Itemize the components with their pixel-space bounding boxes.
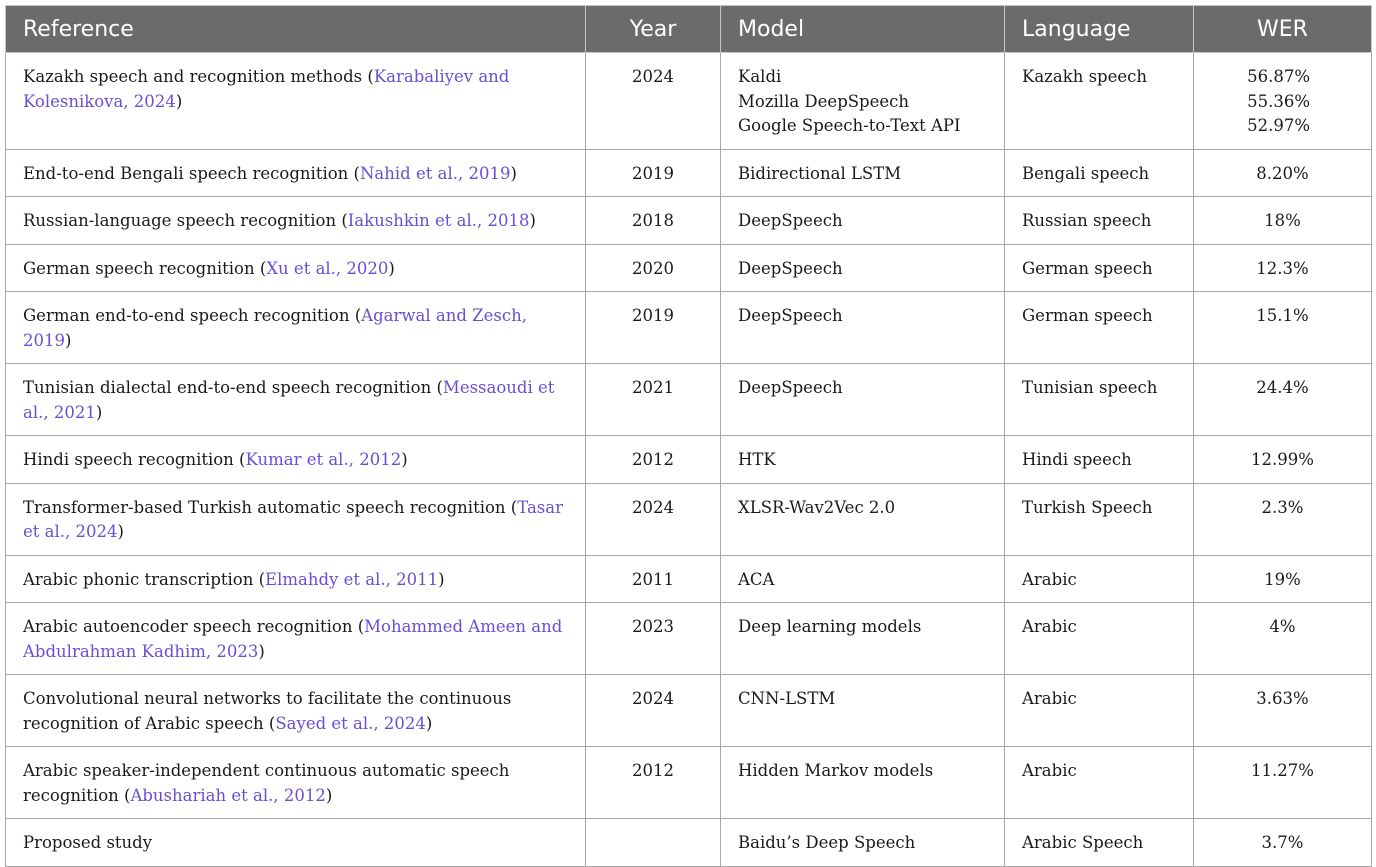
model-name: DeepSpeech	[738, 258, 843, 278]
wer-cell	[1194, 603, 1372, 675]
reference-cell	[6, 436, 586, 484]
reference-close-paren: )	[401, 450, 408, 469]
table-row	[6, 149, 1372, 197]
citation-link[interactable]: Tasar et al., 2024	[23, 497, 563, 541]
reference-close-paren: )	[258, 641, 265, 661]
language-cell: Tunisian speech	[1005, 364, 1194, 436]
model-cell	[721, 819, 1005, 867]
year-cell: 2021	[586, 364, 721, 436]
table-row	[6, 53, 1372, 150]
reference-text: Kazakh speech and recognition methods (	[23, 67, 374, 86]
wer-value: 19%	[1264, 569, 1301, 589]
citation-link[interactable]: Kumar et al., 2012	[245, 450, 402, 469]
model-cell	[721, 364, 1005, 436]
wer-value: 55.36%	[1247, 91, 1310, 111]
model-cell	[721, 675, 1005, 747]
reference-text: Proposed study	[23, 833, 153, 852]
model-name: HTK	[738, 450, 776, 469]
reference-text: Hindi speech recognition (	[23, 450, 246, 469]
model-name: Hidden Markov models	[738, 761, 934, 780]
table-row	[6, 244, 1372, 292]
wer-value: 18%	[1264, 211, 1301, 230]
reference-cell	[6, 197, 586, 245]
wer-value: 52.97%	[1247, 116, 1310, 135]
wer-cell	[1194, 436, 1372, 484]
model-cell	[721, 555, 1005, 603]
reference-text: Arabic phonic transcription (	[23, 569, 266, 589]
citation-link[interactable]: Iakushkin et al., 2018	[347, 211, 530, 230]
wer-value: 12.3%	[1256, 258, 1309, 278]
header-language: Language	[1005, 6, 1194, 53]
language-cell: Arabic	[1005, 747, 1194, 819]
year-cell: 2012	[586, 747, 721, 819]
wer-cell	[1194, 555, 1372, 603]
model-name: XLSR-Wav2Vec 2.0	[738, 497, 896, 517]
reference-text: German speech recognition (	[23, 258, 267, 278]
year-cell: 2024	[586, 675, 721, 747]
wer-value: 3.7%	[1261, 833, 1304, 852]
reference-text: Arabic autoencoder speech recognition (	[23, 617, 365, 636]
wer-cell	[1194, 364, 1372, 436]
year-cell: 2023	[586, 603, 721, 675]
model-name: Baidu’s Deep Speech	[738, 833, 916, 852]
year-cell: 2012	[586, 436, 721, 484]
citation-link[interactable]: Messaoudi et al., 2021	[23, 378, 555, 422]
reference-cell	[6, 244, 586, 292]
table-row	[6, 292, 1372, 364]
model-cell	[721, 244, 1005, 292]
reference-text: Transformer-based Turkish automatic speech recognition (	[23, 497, 518, 517]
citation-link[interactable]: Karabaliyev and Kolesnikova, 2024	[23, 67, 510, 111]
citation-link[interactable]: Xu et al., 2020	[266, 258, 389, 278]
header-reference: Reference	[6, 6, 586, 53]
language-cell: Russian speech	[1005, 197, 1194, 245]
reference-text: Arabic speaker-independent continuous automatic speech recognition (	[23, 761, 510, 805]
year-cell: 2024	[586, 53, 721, 150]
model-cell	[721, 53, 1005, 150]
reference-cell	[6, 747, 586, 819]
table-row	[6, 197, 1372, 245]
wer-cell	[1194, 149, 1372, 197]
model-cell	[721, 436, 1005, 484]
model-cell	[721, 603, 1005, 675]
reference-cell	[6, 149, 586, 197]
model-name: Mozilla DeepSpeech	[738, 91, 910, 111]
wer-cell	[1194, 53, 1372, 150]
wer-value: 2.3%	[1261, 497, 1304, 517]
reference-close-paren: )	[175, 91, 183, 111]
table-row	[6, 603, 1372, 675]
reference-close-paren: )	[65, 330, 72, 350]
model-name: ACA	[738, 569, 775, 589]
reference-cell	[6, 483, 586, 555]
citation-link[interactable]: Mohammed Ameen and Abdulrahman Kadhim, 2023	[23, 617, 563, 661]
reference-cell	[6, 603, 586, 675]
header-row	[6, 6, 1372, 53]
language-cell: Arabic Speech	[1005, 819, 1194, 867]
table-row	[6, 483, 1372, 555]
wer-value: 56.87%	[1247, 67, 1310, 86]
model-name: Google Speech-to-Text API	[738, 116, 961, 135]
header-model: Model	[721, 6, 1005, 53]
reference-text: Russian-language speech recognition (	[23, 211, 348, 230]
reference-close-paren: )	[95, 402, 103, 422]
year-cell: 2018	[586, 197, 721, 245]
language-cell: Arabic	[1005, 675, 1194, 747]
year-cell: 2019	[586, 292, 721, 364]
comparison-table	[5, 5, 1372, 867]
wer-cell	[1194, 197, 1372, 245]
year-cell: 2011	[586, 555, 721, 603]
model-cell	[721, 149, 1005, 197]
wer-cell	[1194, 747, 1372, 819]
model-cell	[721, 197, 1005, 245]
wer-value: 8.20%	[1256, 163, 1309, 183]
wer-cell	[1194, 483, 1372, 555]
table-row	[6, 675, 1372, 747]
year-cell: 2024	[586, 483, 721, 555]
table-row	[6, 436, 1372, 484]
table-body	[6, 53, 1372, 867]
reference-cell	[6, 819, 586, 867]
citation-link[interactable]: Elmahdy et al., 2011	[265, 569, 439, 589]
reference-close-paren: )	[325, 785, 333, 805]
citation-link[interactable]: Agarwal and Zesch, 2019	[23, 306, 527, 350]
wer-value: 4%	[1269, 617, 1296, 636]
reference-cell	[6, 53, 586, 150]
table-row	[6, 555, 1372, 603]
model-cell	[721, 292, 1005, 364]
header-wer: WER	[1194, 6, 1372, 53]
language-cell: Bengali speech	[1005, 149, 1194, 197]
citation-link[interactable]: Abushariah et al., 2012	[130, 785, 326, 805]
year-cell: 2019	[586, 149, 721, 197]
reference-cell	[6, 364, 586, 436]
reference-close-paren: )	[510, 163, 517, 183]
reference-cell	[6, 675, 586, 747]
reference-close-paren: )	[529, 211, 536, 230]
year-cell: 2020	[586, 244, 721, 292]
reference-close-paren: )	[117, 522, 124, 541]
model-name: CNN-LSTM	[738, 689, 836, 708]
model-name: Deep learning models	[738, 617, 922, 636]
reference-close-paren: )	[388, 258, 395, 278]
model-name: DeepSpeech	[738, 378, 843, 397]
wer-cell	[1194, 819, 1372, 867]
wer-cell	[1194, 292, 1372, 364]
reference-text: Convolutional neural networks to facilitate the continuous recognition of Arabic speech (	[23, 689, 512, 733]
model-name: Bidirectional LSTM	[738, 163, 902, 183]
reference-text: End-to-end Bengali speech recognition (	[23, 163, 360, 183]
reference-close-paren: )	[438, 569, 445, 589]
reference-cell	[6, 292, 586, 364]
table-row	[6, 364, 1372, 436]
model-cell	[721, 747, 1005, 819]
language-cell: Arabic	[1005, 603, 1194, 675]
wer-cell	[1194, 675, 1372, 747]
reference-cell	[6, 555, 586, 603]
header-year: Year	[586, 6, 721, 53]
table-row	[6, 747, 1372, 819]
wer-value: 11.27%	[1251, 761, 1314, 780]
model-cell	[721, 483, 1005, 555]
language-cell: Arabic	[1005, 555, 1194, 603]
reference-text: Tunisian dialectal end-to-end speech recognition (	[23, 378, 443, 397]
wer-cell	[1194, 244, 1372, 292]
language-cell: Kazakh speech	[1005, 53, 1194, 150]
wer-value: 24.4%	[1256, 378, 1309, 397]
wer-value: 3.63%	[1256, 689, 1309, 708]
model-name: Kaldi	[738, 67, 782, 86]
reference-text: German end-to-end speech recognition (	[23, 306, 362, 325]
citation-link[interactable]: Nahid et al., 2019	[359, 163, 511, 183]
table-row	[6, 819, 1372, 867]
model-name: DeepSpeech	[738, 306, 843, 325]
reference-close-paren: )	[425, 713, 433, 733]
language-cell: German speech	[1005, 244, 1194, 292]
wer-value: 15.1%	[1256, 306, 1309, 325]
model-name: DeepSpeech	[738, 211, 843, 230]
language-cell: German speech	[1005, 292, 1194, 364]
language-cell: Hindi speech	[1005, 436, 1194, 484]
year-cell	[586, 819, 721, 867]
language-cell: Turkish Speech	[1005, 483, 1194, 555]
wer-value: 12.99%	[1251, 450, 1314, 469]
citation-link[interactable]: Sayed et al., 2024	[275, 713, 426, 733]
